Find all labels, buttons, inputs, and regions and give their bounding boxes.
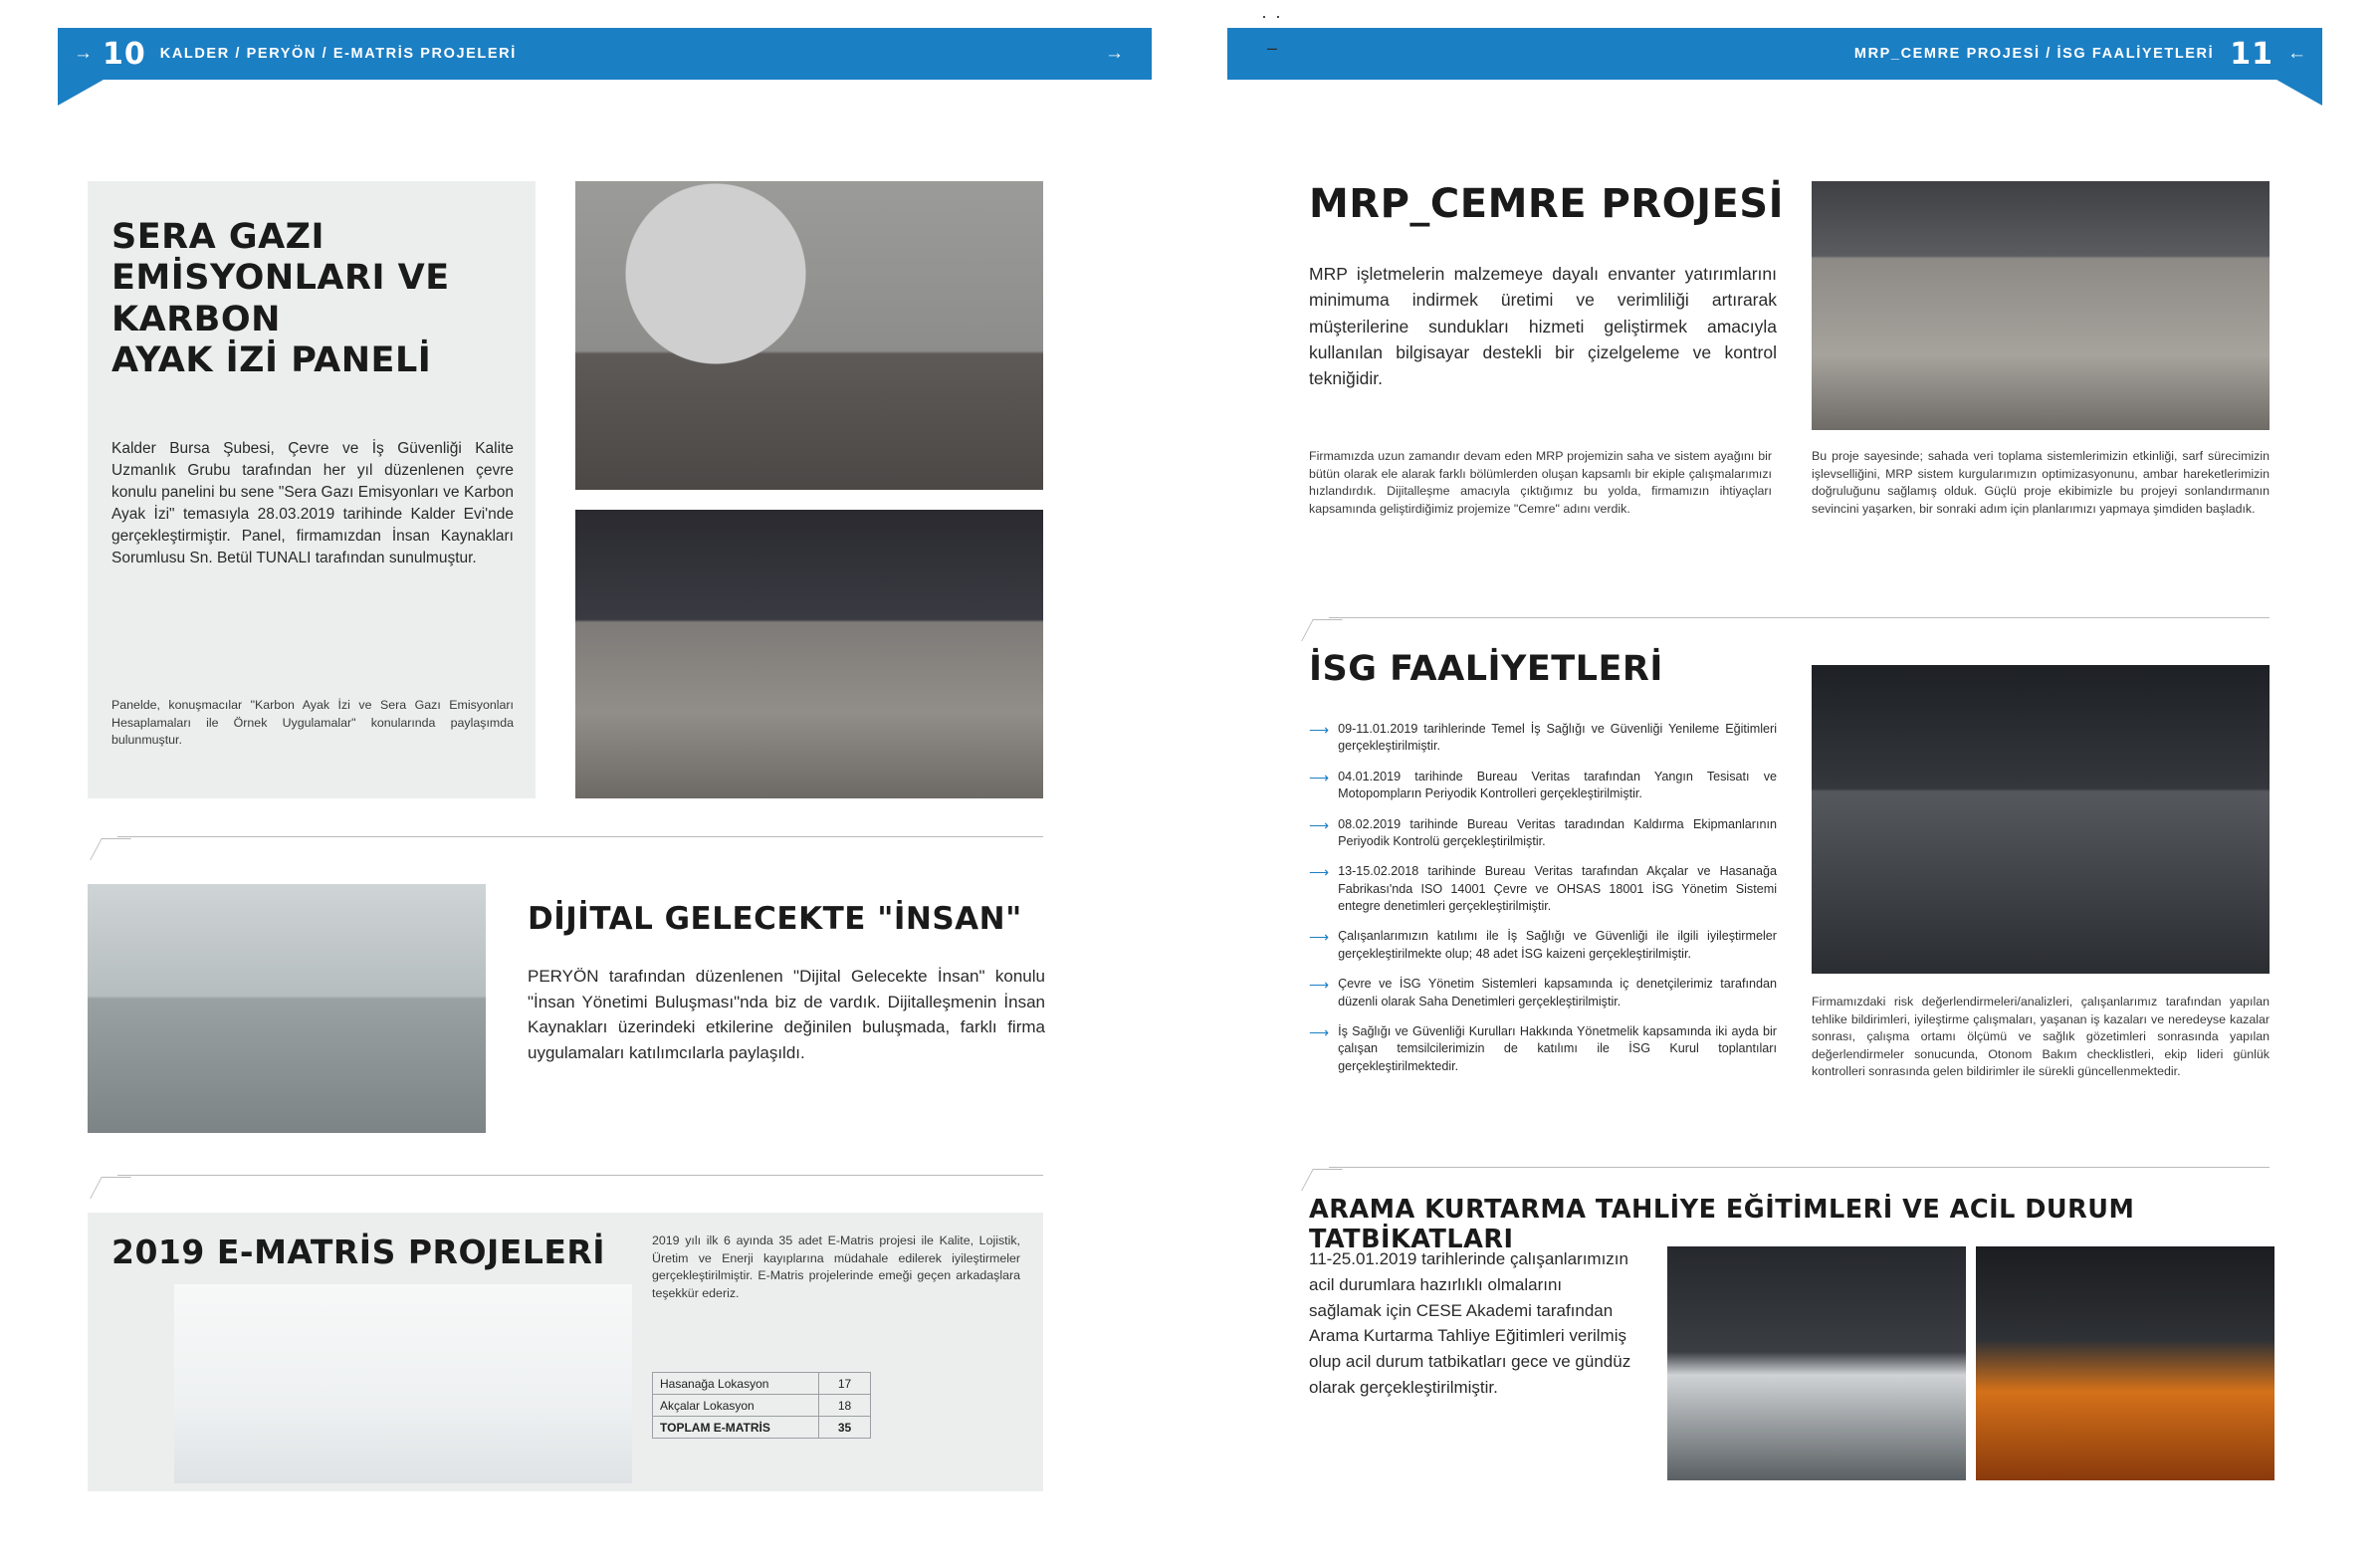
right-page xyxy=(1190,0,2380,1568)
header-notch-left xyxy=(58,80,104,106)
list-item xyxy=(1309,928,1777,963)
list-item-text: İş Sağlığı ve Güvenliği Kurulları Hakkında Yönetmelik kapsamında iki ayda bir çalışan temsilcilerimizin de katılımı ile İSG Kurul toplantıları gerçekleştirilmektedir. xyxy=(1338,1023,1777,1073)
dijital-paragraph: PERYÖN tarafından düzenlenen "Dijital Gelecekte İnsan" konulu "İnsan Yönetimi Buluşması"nda biz de vardık. Dijitalleşmenin İnsan Kaynakları üzerindeki etkilerine değinilen buluşmada, farklı firma uygulamaları katılımcılarla paylaşıldı. xyxy=(528,967,1045,1062)
divider-ematris xyxy=(117,1175,1043,1176)
list-item-text: 09-11.01.2019 tarihlerinde Temel İş Sağlığı ve Güvenliği Yenileme Eğitimleri gerçekleştirilmiştir. xyxy=(1338,722,1777,754)
mrp-title: MRP_CEMRE PROJESİ xyxy=(1309,181,1784,227)
arama-title: ARAMA KURTARMA TAHLİYE EĞİTİMLERİ VE ACİL DURUM TATBİKATLARI xyxy=(1309,1195,2135,1254)
isg-title: İSG FAALİYETLERİ xyxy=(1309,649,1663,689)
sera-gazi-paragraph-1: Kalder Bursa Şubesi, Çevre ve İş Güvenliği Kalite Uzmanlık Grubu tarafından her yıl düzenlenen çevre konulu panelini bu sene "Sera Gazı Emisyonları ve Karbon Ayak İzi" temasıyla 28.03.2019 tarihinde Kalder Evi'nde gerçekleştirmiştir. Panel, firmamızdan İnsan Kaynakları Sorumlusu Sn. Betül TUNALI tarafından sunulmuştur. xyxy=(111,440,514,566)
sera-speaker-photo xyxy=(575,181,1043,490)
flag-marker-dijital xyxy=(90,838,131,860)
dijital-title: DİJİTAL GELECEKTE "İNSAN" xyxy=(528,901,1022,937)
table-row xyxy=(653,1395,871,1417)
row-label: Hasanağa Lokasyon xyxy=(653,1373,819,1395)
flag-marker-ematris xyxy=(90,1177,131,1199)
ematris-table xyxy=(652,1372,871,1439)
arama-fire-photo xyxy=(1976,1246,2274,1480)
arrow-right-icon: ⟶ xyxy=(1309,722,1330,738)
mrp-team-photo xyxy=(1812,181,2270,430)
row-label: Akçalar Lokasyon xyxy=(653,1395,819,1417)
page-number-left: 10 xyxy=(103,36,146,72)
decor-dots: ·· xyxy=(1261,6,1289,26)
divider-dijital xyxy=(117,836,1043,837)
list-item xyxy=(1309,1023,1777,1075)
dijital-event-photo xyxy=(88,884,486,1133)
decor-dash: – xyxy=(1267,38,1278,58)
total-label: TOPLAM E-MATRİS xyxy=(653,1417,819,1439)
row-value: 17 xyxy=(819,1373,871,1395)
sera-group-photo xyxy=(575,510,1043,798)
list-item xyxy=(1309,816,1777,851)
list-item-text: 13-15.02.2018 tarihinde Bureau Veritas tarafından Akçalar ve Hasanağa Fabrikası'nda ISO 14001 Çevre ve OHSAS 18001 İSG Yönetim Sistemi entegre denetimleri gerçekleştirilmiştir. xyxy=(1338,864,1777,913)
flag-marker-arama xyxy=(1301,1169,1343,1191)
list-item-text: 08.02.2019 tarihinde Bureau Veritas taradından Kaldırma Ekipmanlarının Periyodik Kontrolü gerçekleştirilmiştir. xyxy=(1338,816,1777,848)
arrow-right-icon: → xyxy=(74,43,93,64)
isg-list xyxy=(1309,721,1777,1088)
arrow-right-icon: ⟶ xyxy=(1309,769,1330,785)
list-item xyxy=(1309,863,1777,915)
page-number-right: 11 xyxy=(2230,36,2273,72)
isg-rescue-photo xyxy=(1812,665,2270,974)
list-item xyxy=(1309,976,1777,1010)
arrow-right-icon: ⟶ xyxy=(1309,816,1330,833)
breadcrumb-left: KALDER / PERYÖN / E-MATRİS PROJELERİ xyxy=(159,46,517,62)
ematris-document-photo xyxy=(174,1284,632,1483)
ematris-title: 2019 E-MATRİS PROJELERİ xyxy=(111,1232,606,1271)
table-row xyxy=(653,1373,871,1395)
sera-title-line-1: SERA GAZI xyxy=(111,217,325,257)
divider-arama xyxy=(1329,1167,2270,1168)
left-page-header xyxy=(58,28,1152,80)
row-value: 18 xyxy=(819,1395,871,1417)
right-page-header xyxy=(1227,28,2322,80)
ematris-paragraph: 2019 yılı ilk 6 ayında 35 adet E-Matris projesi ile Kalite, Lojistik, Üretim ve Enerji kayıplarına müdahale edilerek iyileştirmeler gerçekleştirilmiştir. E-Matris projelerinde emeği geçen arkadaşlara teşekkür ederiz. xyxy=(652,1233,1020,1300)
mrp-column-1: Firmamızda uzun zamandır devam eden MRP projemizin saha ve sistem ayağını bir bütün olarak ele alarak farklı bölümlerden oluşan kapsamlı bir ekiple çalışmalarımızı hızlandırdık. Dijitalleşme amacıyla çıktığımız bu yolda, firmamızın ihtiyaçları kapsamında geliştirdiğimiz projemize "Cemre" adını verdik. xyxy=(1309,449,1772,516)
arama-extinguisher-photo xyxy=(1667,1246,1966,1480)
arama-paragraph: 11-25.01.2019 tarihlerinde çalışanlarımızın acil durumlara hazırlıklı olmalarını sağlamak için CESE Akademi tarafından Arama Kurtarma Tahliye Eğitimleri verilmiş olup acil durum tatbikatları gece ve gündüz olarak gerçekleştirilmiştir. xyxy=(1309,1249,1631,1398)
total-value: 35 xyxy=(819,1417,871,1439)
isg-photo-caption: Firmamızdaki risk değerlendirmeleri/analizleri, çalışanlarımız tarafından yapılan tehlike bildirimleri, iyileştirme çalışmaları, yaşanan iş kazaları ve neredeyse kazalar sonrası, çalışma ortamı ölçümü ve sağlık gözetimleri sonrasında yapılan değerlendirmeler sonucunda, Otonom Bakım checklistleri, ekip lideri günlük kontrolleri sonrasında gelen bildirimler ile sürekli güncellenmektedir. xyxy=(1812,995,2270,1079)
arrow-right-icon: ⟶ xyxy=(1309,864,1330,881)
sera-gazi-paragraph-2: Panelde, konuşmacılar "Karbon Ayak İzi ve Sera Gazı Emisyonları Hesaplamaları ile Örnek Uygulamalar" konularında paylaşımda bulunmuştur. xyxy=(111,698,514,748)
header-notch-right xyxy=(2276,80,2322,106)
arrow-left-icon: ← xyxy=(2287,43,2306,64)
breadcrumb-right: MRP_CEMRE PROJESİ / İSG FAALİYETLERİ xyxy=(1853,46,2215,62)
flag-marker-isg xyxy=(1301,619,1343,641)
sera-title-line-3: KARBON xyxy=(111,299,281,339)
mrp-column-2: Bu proje sayesinde; sahada veri toplama sistemlerimizin etkinliği, sarf sürecimizin işlevselliğini, MRP sistem kurgularımızın optimizasyonunu, ambar hareketlerimizin doğruluğunu sağlamış olduk. Güçlü proje ekibimizle bu projeyi sonlandırmanın sevincini yaşarken, bir sonraki adım için planlarımızı yapmaya şimdiden başladık. xyxy=(1812,449,2270,516)
list-item xyxy=(1309,721,1777,756)
arrow-right-icon: ⟶ xyxy=(1309,1023,1330,1040)
arrow-right-icon-end: → xyxy=(1105,43,1124,64)
sera-title-line-2: EMİSYONLARI VE xyxy=(111,258,450,299)
arrow-right-icon: ⟶ xyxy=(1309,977,1330,994)
mrp-lead-paragraph: MRP işletmelerin malzemeye dayalı envanter yatırımlarını minimuma indirmek üretimi ve verimliliği artırarak müşterilerine sundukları hizmeti geliştirmek amacıyla kullanılan bilgisayar destekli bir çizelgeleme ve kontrol tekniğidir. xyxy=(1309,264,1777,388)
sera-gazi-title xyxy=(111,217,530,381)
list-item-text: Çalışanlarımızın katılımı ile İş Sağlığı ve Güvenliği ile ilgili iyileştirmeler gerçekleştirilmekte olup; 48 adet İSG kaizeni gerçekleştirilmiştir. xyxy=(1338,929,1777,961)
list-item xyxy=(1309,769,1777,803)
list-item-text: Çevre ve İSG Yönetim Sistemleri kapsamında iç denetçilerimiz tarafından düzenli olarak Saha Denetimleri gerçekleştirilmiştir. xyxy=(1338,977,1777,1008)
divider-isg xyxy=(1329,617,2270,618)
table-row-total xyxy=(653,1417,871,1439)
sera-title-line-4: AYAK İZİ PANELİ xyxy=(111,339,432,380)
arrow-right-icon: ⟶ xyxy=(1309,929,1330,946)
list-item-text: 04.01.2019 tarihinde Bureau Veritas tarafından Yangın Tesisatı ve Motopompların Periyodik Kontrolleri gerçekleştirilmiştir. xyxy=(1338,769,1777,801)
